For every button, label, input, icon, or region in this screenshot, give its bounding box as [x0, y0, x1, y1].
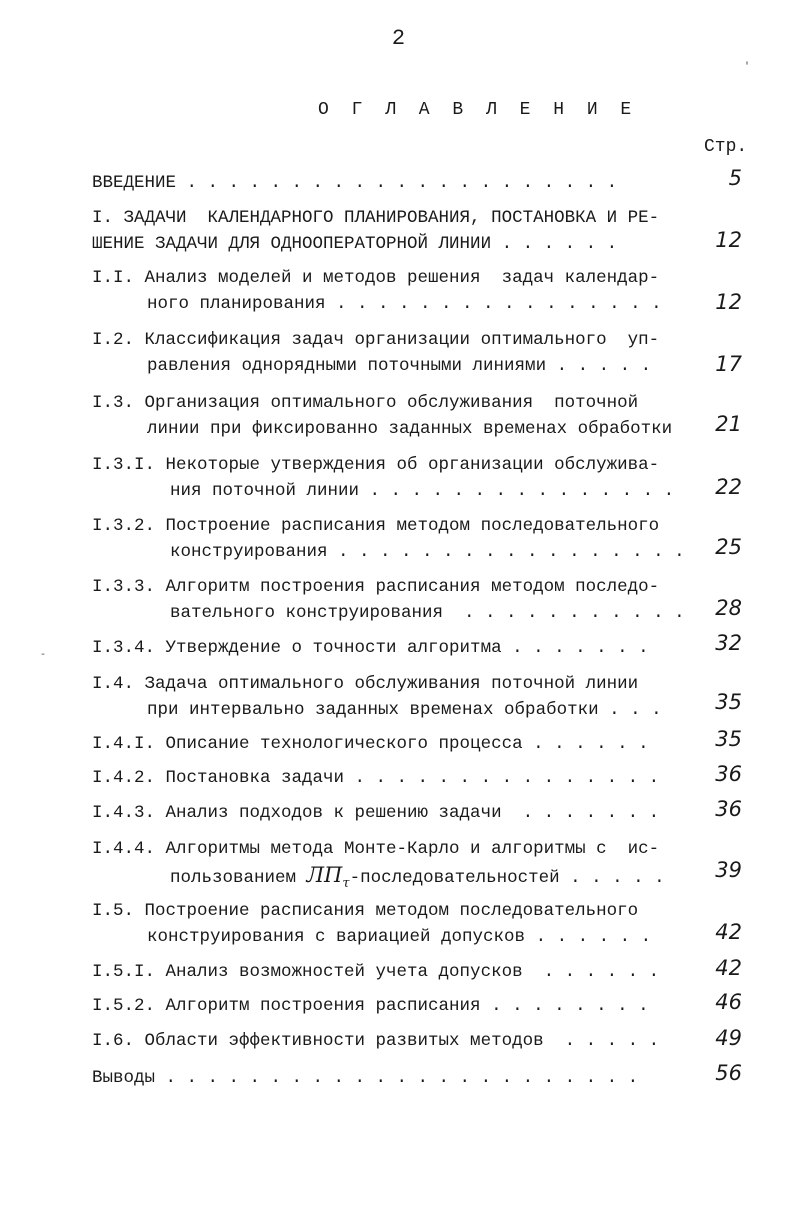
toc-line: I.4.2. Постановка задачи . . . . . . . . . . . . . . . — [92, 768, 660, 788]
toc-entry — [92, 513, 685, 565]
page-title: О Г Л А В Л Е Н И Е — [318, 100, 638, 120]
toc-line: равления однорядными поточными линиями . . . . . — [147, 356, 652, 376]
toc-line: конструирования с вариацией допусков . . . . . . — [147, 927, 652, 947]
toc-line: I.4.4. Алгоритмы метода Монте-Карло и алгоритмы с ис- — [92, 839, 660, 859]
toc-line: I.5.2. Алгоритм построения расписания . . . . . . . . — [92, 996, 649, 1016]
toc-line: ного планирования . . . . . . . . . . . . . . . . — [147, 294, 662, 314]
toc-line: I.3.I. Некоторые утверждения об организации обслужива- — [92, 455, 660, 475]
toc-page: 17 — [715, 352, 742, 376]
page-column-label: Стр. — [704, 137, 748, 157]
toc-entry — [92, 1065, 638, 1091]
toc-entry — [92, 765, 659, 791]
toc-line: I.3.4. Утверждение о точности алгоритма . . . . . . . — [92, 638, 649, 658]
toc-entry — [92, 170, 617, 196]
toc-page: 35 — [715, 727, 742, 751]
toc-line: I. ЗАДАЧИ КАЛЕНДАРНОГО ПЛАНИРОВАНИЯ, ПОСТАНОВКА И РЕ- — [92, 208, 660, 228]
toc-line: I.3.2. Построение расписания методом последовательного — [92, 516, 660, 536]
toc-page: 22 — [715, 475, 742, 499]
toc-page: 12 — [715, 228, 742, 252]
toc-page: 56 — [715, 1061, 742, 1085]
toc-line: I.3.3. Алгоритм построения расписания методом последо- — [92, 577, 660, 597]
toc-page: 39 — [715, 858, 742, 882]
toc-entry — [92, 327, 659, 379]
toc-line: ШЕНИЕ ЗАДАЧИ ДЛЯ ОДНООПЕРАТОРНОЙ ЛИНИИ . . . . . . — [92, 234, 618, 254]
scan-speck: - — [40, 650, 47, 661]
toc-page: 12 — [715, 290, 742, 314]
toc-line: I.5. Построение расписания методом последовательного — [92, 901, 639, 921]
page-number: 2 — [391, 26, 406, 51]
toc-line: I.5.I. Анализ возможностей учета допусков . . . . . . — [92, 962, 660, 982]
toc-line: I.6. Области эффективности развитых методов . . . . . — [92, 1031, 660, 1051]
toc-entry — [92, 671, 662, 723]
toc-line: ния поточной линии . . . . . . . . . . . . . . . — [170, 481, 675, 501]
toc-entry — [92, 800, 659, 826]
toc-entry — [92, 993, 649, 1019]
toc-page: 36 — [715, 797, 742, 821]
scan-speck: ' — [744, 62, 751, 73]
toc-page: 46 — [715, 990, 742, 1014]
toc-line-with-math — [92, 862, 665, 892]
toc-line: вательного конструирования . . . . . . . . . . . — [170, 603, 685, 623]
toc-line: I.4.I. Описание технологического процесса . . . . . . — [92, 734, 649, 754]
math-main: ЛП — [306, 863, 343, 887]
toc-line: при интервально заданных временах обработки . . . — [147, 700, 662, 720]
toc-line: Выводы . . . . . . . . . . . . . . . . . . . . . . . — [92, 1068, 639, 1088]
toc-line: конструирования . . . . . . . . . . . . . . . . . — [170, 542, 685, 562]
toc-line: ВВЕДЕНИЕ . . . . . . . . . . . . . . . . . . . . . — [92, 173, 618, 193]
toc-entry — [92, 452, 674, 504]
toc-page: 42 — [715, 956, 742, 980]
math-subscript: τ — [342, 876, 350, 892]
toc-entry — [92, 574, 685, 626]
toc-page: 25 — [715, 535, 742, 559]
toc-line-part: -последовательностей . . . . . — [349, 868, 665, 888]
math-symbol — [306, 863, 350, 892]
toc-line: I.4. Задача оптимального обслуживания поточной линии — [92, 674, 639, 694]
toc-entry — [92, 205, 659, 257]
toc-line-part: пользованием — [170, 868, 307, 888]
toc-entry — [92, 836, 665, 892]
toc-page: 28 — [715, 596, 742, 620]
toc-page: 5 — [728, 166, 742, 190]
toc-entry — [92, 731, 649, 757]
toc-entry — [92, 390, 672, 442]
toc-line: I.2. Классификация задач организации оптимального уп- — [92, 330, 660, 350]
toc-entry — [92, 959, 659, 985]
toc-line: линии при фиксированно заданных временах обработки — [147, 419, 673, 439]
toc-page: 35 — [715, 690, 742, 714]
toc-entry — [92, 635, 649, 661]
toc-page: 42 — [715, 920, 742, 944]
toc-page: 49 — [715, 1026, 742, 1050]
toc-line: I.I. Анализ моделей и методов решения задач календар- — [92, 268, 660, 288]
toc-entry — [92, 265, 662, 317]
toc-page: 21 — [715, 412, 742, 436]
toc-line: I.4.3. Анализ подходов к решению задачи . . . . . . . — [92, 803, 660, 823]
toc-line: I.3. Организация оптимального обслуживания поточной — [92, 393, 639, 413]
toc-page: 32 — [715, 631, 742, 655]
toc-page: 36 — [715, 762, 742, 786]
toc-entry — [92, 1028, 659, 1054]
toc-entry — [92, 898, 651, 950]
